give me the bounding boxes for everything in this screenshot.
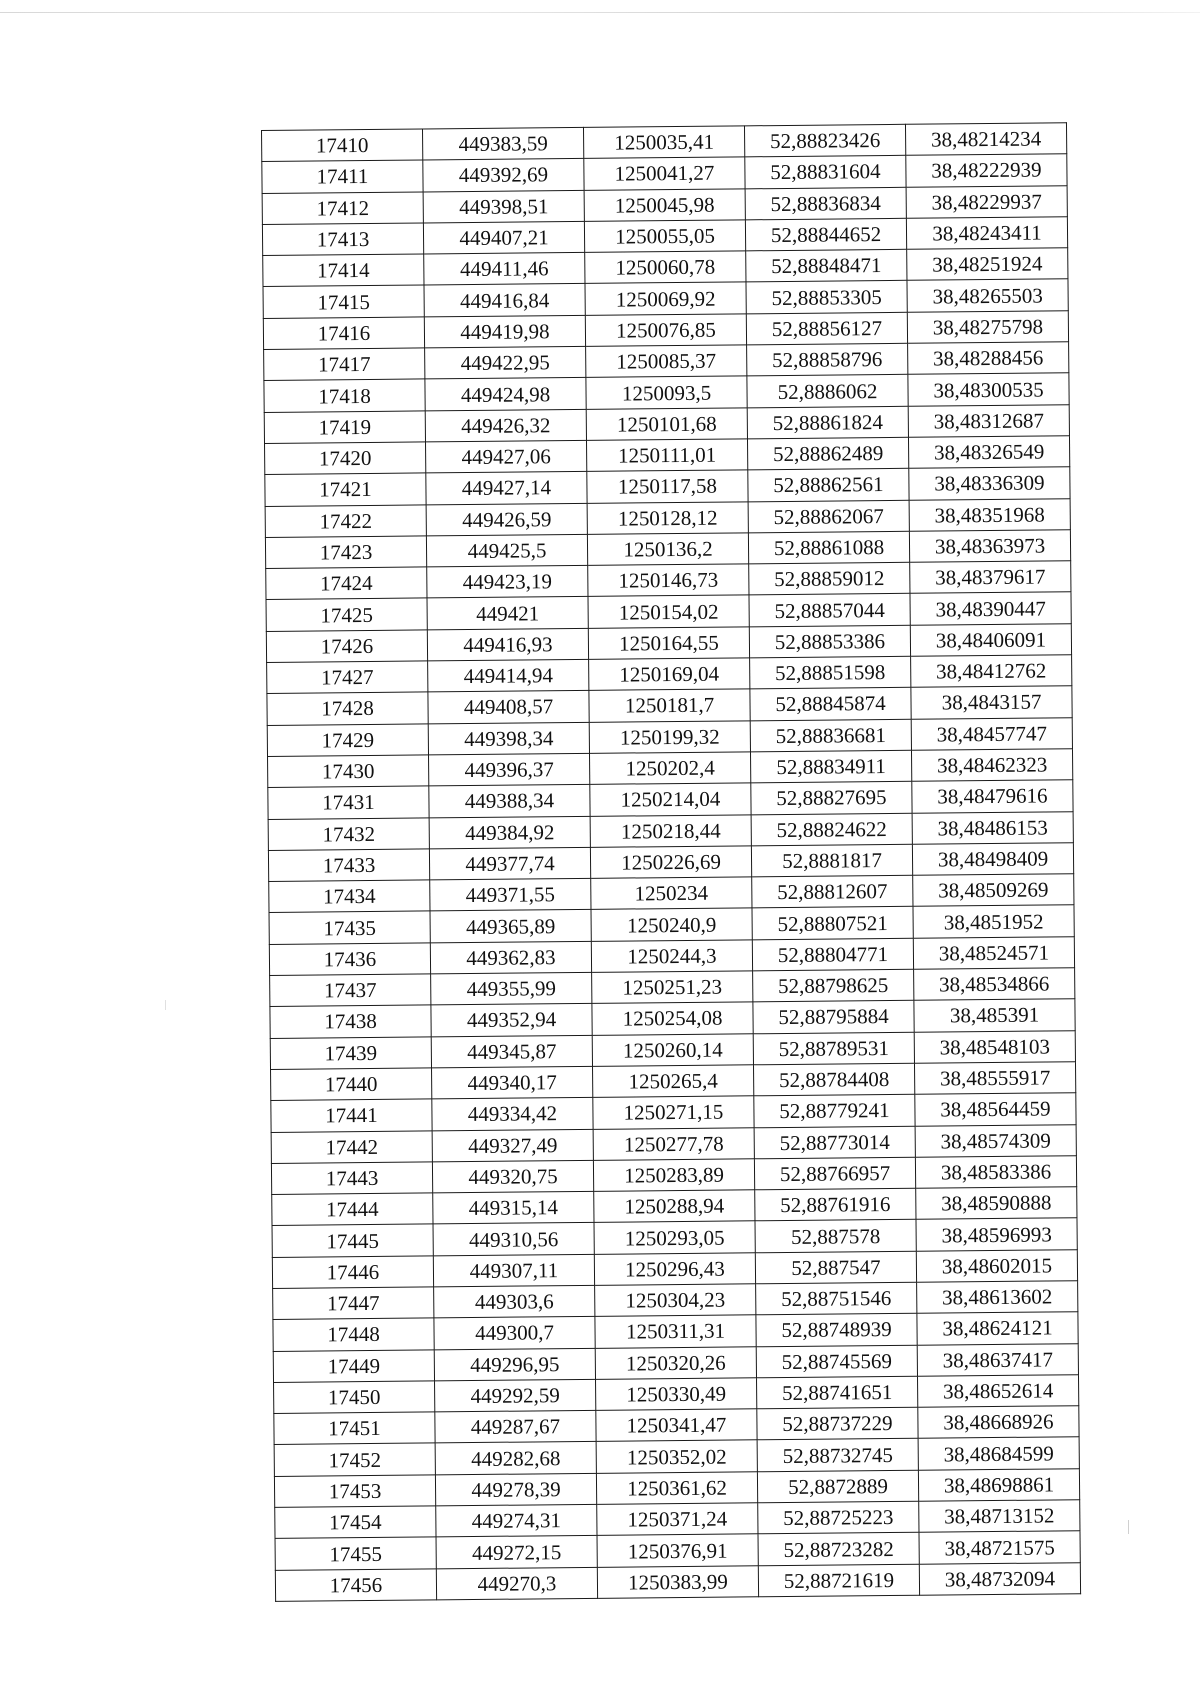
longitude-cell: 38,48214234	[905, 123, 1066, 156]
longitude-cell: 38,48251924	[907, 248, 1068, 281]
longitude-cell: 38,48336309	[909, 467, 1070, 500]
y-coordinate-cell: 1250128,12	[587, 501, 748, 534]
point-number-cell: 17432	[268, 817, 429, 850]
point-number-cell: 17439	[270, 1037, 431, 1070]
y-coordinate-cell: 1250254,08	[592, 1002, 753, 1035]
x-coordinate-cell: 449296,95	[434, 1348, 595, 1381]
longitude-cell: 38,48390447	[910, 592, 1071, 625]
point-number-cell: 17444	[272, 1193, 433, 1226]
longitude-cell: 38,48555917	[914, 1062, 1075, 1095]
x-coordinate-cell: 449352,94	[431, 1004, 592, 1037]
y-coordinate-cell: 1250271,15	[593, 1096, 754, 1129]
y-coordinate-cell: 1250111,01	[586, 439, 747, 472]
y-coordinate-cell: 1250330,49	[596, 1378, 757, 1411]
longitude-cell: 38,48698861	[918, 1468, 1079, 1501]
latitude-cell: 52,88789531	[753, 1032, 914, 1065]
point-number-cell: 17455	[275, 1537, 436, 1570]
x-coordinate-cell: 449398,34	[428, 722, 589, 755]
point-number-cell: 17446	[272, 1256, 433, 1289]
longitude-cell: 38,48462323	[911, 749, 1072, 782]
y-coordinate-cell: 1250265,4	[593, 1065, 754, 1098]
latitude-cell: 52,88853386	[749, 625, 910, 658]
x-coordinate-cell: 449377,74	[429, 847, 590, 880]
latitude-cell: 52,88848471	[746, 249, 907, 282]
y-coordinate-cell: 1250244,3	[591, 940, 752, 973]
latitude-cell: 52,88748939	[756, 1314, 917, 1347]
y-coordinate-cell: 1250164,55	[588, 627, 749, 660]
latitude-cell: 52,88823426	[744, 124, 905, 157]
point-number-cell: 17420	[265, 442, 426, 475]
point-number-cell: 17445	[272, 1224, 433, 1257]
x-coordinate-cell: 449334,42	[432, 1098, 593, 1131]
x-coordinate-cell: 449365,89	[430, 910, 591, 943]
longitude-cell: 38,48406091	[910, 623, 1071, 656]
x-coordinate-cell: 449426,59	[426, 503, 587, 536]
y-coordinate-cell: 1250169,04	[589, 658, 750, 691]
y-coordinate-cell: 1250045,98	[584, 188, 745, 221]
x-coordinate-cell: 449414,94	[428, 659, 589, 692]
x-coordinate-cell: 449310,56	[433, 1223, 594, 1256]
x-coordinate-cell: 449427,14	[426, 472, 587, 505]
y-coordinate-cell: 1250304,23	[595, 1284, 756, 1317]
point-number-cell: 17417	[264, 348, 425, 381]
point-number-cell: 17429	[267, 724, 428, 757]
point-number-cell: 17414	[263, 254, 424, 287]
x-coordinate-cell: 449303,6	[434, 1285, 595, 1318]
y-coordinate-cell: 1250293,05	[594, 1221, 755, 1254]
x-coordinate-cell: 449422,95	[425, 346, 586, 379]
latitude-cell: 52,88812607	[752, 875, 913, 908]
point-number-cell: 17431	[268, 786, 429, 819]
point-number-cell: 17424	[266, 567, 427, 600]
latitude-cell: 52,88862489	[747, 437, 908, 470]
latitude-cell: 52,88836834	[745, 187, 906, 220]
x-coordinate-cell: 449278,39	[435, 1473, 596, 1506]
longitude-cell: 38,4843157	[911, 686, 1072, 719]
point-number-cell: 17437	[270, 974, 431, 1007]
coordinates-table-body	[262, 123, 1081, 1602]
x-coordinate-cell: 449427,06	[426, 440, 587, 473]
x-coordinate-cell: 449315,14	[433, 1191, 594, 1224]
latitude-cell: 52,88853305	[746, 281, 907, 314]
point-number-cell: 17410	[262, 129, 423, 162]
y-coordinate-cell: 1250060,78	[585, 251, 746, 284]
y-coordinate-cell: 1250199,32	[589, 720, 750, 753]
y-coordinate-cell: 1250251,23	[592, 971, 753, 1004]
y-coordinate-cell: 1250035,41	[583, 126, 744, 159]
longitude-cell: 38,48486153	[912, 811, 1073, 844]
point-number-cell: 17438	[270, 1005, 431, 1038]
latitude-cell: 52,88856127	[746, 312, 907, 345]
document-page	[261, 122, 1081, 1602]
x-coordinate-cell: 449426,32	[425, 409, 586, 442]
latitude-cell: 52,88798625	[753, 969, 914, 1002]
latitude-cell: 52,8872889	[757, 1470, 918, 1503]
x-coordinate-cell: 449421	[427, 597, 588, 630]
latitude-cell: 52,88861824	[747, 406, 908, 439]
point-number-cell: 17456	[275, 1569, 436, 1602]
y-coordinate-cell: 1250076,85	[585, 314, 746, 347]
longitude-cell: 38,48326549	[908, 436, 1069, 469]
x-coordinate-cell: 449408,57	[428, 691, 589, 724]
x-coordinate-cell: 449383,59	[422, 127, 583, 160]
longitude-cell: 38,48243411	[906, 217, 1067, 250]
longitude-cell: 38,485391	[914, 999, 1075, 1032]
point-number-cell: 17436	[269, 943, 430, 976]
latitude-cell: 52,88773014	[754, 1126, 915, 1159]
longitude-cell: 38,48534866	[914, 968, 1075, 1001]
latitude-cell: 52,88824622	[751, 813, 912, 846]
y-coordinate-cell: 1250181,7	[589, 689, 750, 722]
y-coordinate-cell: 1250376,91	[597, 1534, 758, 1567]
x-coordinate-cell: 449411,46	[424, 253, 585, 286]
latitude-cell: 52,88827695	[751, 782, 912, 815]
x-coordinate-cell: 449416,93	[427, 628, 588, 661]
x-coordinate-cell: 449282,68	[435, 1442, 596, 1475]
longitude-cell: 38,48652614	[917, 1375, 1078, 1408]
y-coordinate-cell: 1250234	[591, 877, 752, 910]
latitude-cell: 52,88831604	[745, 156, 906, 189]
latitude-cell: 52,88723282	[758, 1533, 919, 1566]
latitude-cell: 52,88795884	[753, 1001, 914, 1034]
y-coordinate-cell: 1250296,43	[594, 1252, 755, 1285]
latitude-cell: 52,88737229	[757, 1407, 918, 1440]
y-coordinate-cell: 1250202,4	[589, 752, 750, 785]
y-coordinate-cell: 1250101,68	[586, 408, 747, 441]
y-coordinate-cell: 1250283,89	[593, 1159, 754, 1192]
y-coordinate-cell: 1250041,27	[584, 157, 745, 190]
latitude-cell: 52,88751546	[756, 1282, 917, 1315]
point-number-cell: 17423	[265, 536, 426, 569]
scan-speck	[1128, 1520, 1129, 1534]
latitude-cell: 52,88861088	[748, 531, 909, 564]
point-number-cell: 17428	[267, 692, 428, 725]
x-coordinate-cell: 449384,92	[429, 816, 590, 849]
longitude-cell: 38,48351968	[909, 498, 1070, 531]
longitude-cell: 38,48363973	[909, 530, 1070, 563]
y-coordinate-cell: 1250311,31	[595, 1315, 756, 1348]
point-number-cell: 17443	[271, 1162, 432, 1195]
latitude-cell: 52,88721619	[758, 1564, 919, 1597]
latitude-cell: 52,88784408	[753, 1063, 914, 1096]
x-coordinate-cell: 449320,75	[432, 1160, 593, 1193]
x-coordinate-cell: 449270,3	[436, 1567, 597, 1600]
latitude-cell: 52,887547	[755, 1251, 916, 1284]
longitude-cell: 38,48596993	[916, 1218, 1077, 1251]
x-coordinate-cell: 449340,17	[432, 1066, 593, 1099]
y-coordinate-cell: 1250260,14	[592, 1033, 753, 1066]
x-coordinate-cell: 449419,98	[424, 315, 585, 348]
y-coordinate-cell: 1250117,58	[587, 470, 748, 503]
y-coordinate-cell: 1250371,24	[597, 1503, 758, 1536]
y-coordinate-cell: 1250218,44	[590, 814, 751, 847]
latitude-cell: 52,88779241	[754, 1094, 915, 1127]
longitude-cell: 38,48265503	[907, 279, 1068, 312]
latitude-cell: 52,88836681	[750, 719, 911, 752]
latitude-cell: 52,88766957	[754, 1157, 915, 1190]
longitude-cell: 38,48713152	[919, 1500, 1080, 1533]
x-coordinate-cell: 449398,51	[423, 190, 584, 223]
point-number-cell: 17449	[273, 1349, 434, 1382]
y-coordinate-cell: 1250288,94	[594, 1190, 755, 1223]
latitude-cell: 52,8881817	[751, 844, 912, 877]
x-coordinate-cell: 449371,55	[430, 878, 591, 911]
latitude-cell: 52,88862561	[748, 469, 909, 502]
point-number-cell: 17442	[271, 1130, 432, 1163]
point-number-cell: 17448	[273, 1318, 434, 1351]
latitude-cell: 52,88804771	[752, 938, 913, 971]
y-coordinate-cell: 1250093,5	[586, 376, 747, 409]
point-number-cell: 17452	[274, 1443, 435, 1476]
y-coordinate-cell: 1250214,04	[590, 783, 751, 816]
longitude-cell: 38,48564459	[915, 1093, 1076, 1126]
longitude-cell: 38,48498409	[912, 843, 1073, 876]
longitude-cell: 38,48574309	[915, 1124, 1076, 1157]
point-number-cell: 17427	[267, 661, 428, 694]
point-number-cell: 17413	[262, 223, 423, 256]
x-coordinate-cell: 449407,21	[423, 221, 584, 254]
point-number-cell: 17435	[269, 911, 430, 944]
latitude-cell: 52,88859012	[749, 562, 910, 595]
x-coordinate-cell: 449355,99	[431, 972, 592, 1005]
x-coordinate-cell: 449274,31	[436, 1504, 597, 1537]
x-coordinate-cell: 449423,19	[427, 566, 588, 599]
latitude-cell: 52,88732745	[757, 1439, 918, 1472]
y-coordinate-cell: 1250352,02	[596, 1440, 757, 1473]
x-coordinate-cell: 449424,98	[425, 378, 586, 411]
point-number-cell: 17419	[264, 411, 425, 444]
latitude-cell: 52,88741651	[756, 1376, 917, 1409]
longitude-cell: 38,48457747	[911, 717, 1072, 750]
y-coordinate-cell: 1250146,73	[588, 564, 749, 597]
point-number-cell: 17454	[275, 1506, 436, 1539]
x-coordinate-cell: 449345,87	[431, 1035, 592, 1068]
y-coordinate-cell: 1250277,78	[593, 1127, 754, 1160]
point-number-cell: 17453	[274, 1475, 435, 1508]
x-coordinate-cell: 449300,7	[434, 1317, 595, 1350]
longitude-cell: 38,48288456	[908, 342, 1069, 375]
latitude-cell: 52,88807521	[752, 907, 913, 940]
longitude-cell: 38,48275798	[907, 311, 1068, 344]
longitude-cell: 38,48668926	[918, 1406, 1079, 1439]
x-coordinate-cell: 449416,84	[424, 284, 585, 317]
point-number-cell: 17425	[266, 598, 427, 631]
point-number-cell: 17421	[265, 473, 426, 506]
y-coordinate-cell: 1250154,02	[588, 595, 749, 628]
x-coordinate-cell: 449307,11	[433, 1254, 594, 1287]
longitude-cell: 38,48624121	[917, 1312, 1078, 1345]
latitude-cell: 52,88845874	[750, 688, 911, 721]
latitude-cell: 52,88834911	[750, 750, 911, 783]
longitude-cell: 38,48613602	[917, 1281, 1078, 1314]
latitude-cell: 52,88858796	[747, 343, 908, 376]
y-coordinate-cell: 1250055,05	[584, 220, 745, 253]
scan-edge-line	[0, 12, 1200, 13]
point-number-cell: 17447	[273, 1287, 434, 1320]
longitude-cell: 38,48721575	[919, 1531, 1080, 1564]
y-coordinate-cell: 1250085,37	[586, 345, 747, 378]
x-coordinate-cell: 449327,49	[432, 1129, 593, 1162]
point-number-cell: 17412	[262, 192, 423, 225]
x-coordinate-cell: 449392,69	[423, 159, 584, 192]
latitude-cell: 52,88862067	[748, 500, 909, 533]
longitude-cell: 38,48524571	[913, 936, 1074, 969]
x-coordinate-cell: 449362,83	[430, 941, 591, 974]
longitude-cell: 38,48637417	[917, 1343, 1078, 1376]
x-coordinate-cell: 449287,67	[435, 1411, 596, 1444]
y-coordinate-cell: 1250361,62	[596, 1472, 757, 1505]
point-number-cell: 17416	[263, 317, 424, 350]
scan-speck	[165, 1000, 166, 1010]
longitude-cell: 38,4851952	[913, 905, 1074, 938]
longitude-cell: 38,48548103	[914, 1030, 1075, 1063]
latitude-cell: 52,88844652	[745, 218, 906, 251]
point-number-cell: 17415	[263, 285, 424, 318]
point-number-cell: 17422	[265, 504, 426, 537]
longitude-cell: 38,48412762	[911, 655, 1072, 688]
coordinates-table	[261, 122, 1081, 1602]
table-row	[275, 1562, 1080, 1601]
x-coordinate-cell: 449292,59	[435, 1379, 596, 1412]
longitude-cell: 38,48590888	[916, 1187, 1077, 1220]
point-number-cell: 17411	[262, 160, 423, 193]
latitude-cell: 52,8886062	[747, 375, 908, 408]
x-coordinate-cell: 449396,37	[429, 753, 590, 786]
latitude-cell: 52,88851598	[750, 656, 911, 689]
point-number-cell: 17441	[271, 1099, 432, 1132]
y-coordinate-cell: 1250240,9	[591, 908, 752, 941]
point-number-cell: 17451	[274, 1412, 435, 1445]
y-coordinate-cell: 1250226,69	[590, 846, 751, 879]
longitude-cell: 38,48300535	[908, 373, 1069, 406]
y-coordinate-cell: 1250136,2	[587, 533, 748, 566]
point-number-cell: 17434	[269, 880, 430, 913]
longitude-cell: 38,48312687	[908, 404, 1069, 437]
longitude-cell: 38,48583386	[915, 1156, 1076, 1189]
y-coordinate-cell: 1250069,92	[585, 282, 746, 315]
longitude-cell: 38,48379617	[910, 561, 1071, 594]
point-number-cell: 17433	[268, 849, 429, 882]
latitude-cell: 52,88857044	[749, 594, 910, 627]
longitude-cell: 38,48479616	[912, 780, 1073, 813]
x-coordinate-cell: 449272,15	[436, 1536, 597, 1569]
point-number-cell: 17440	[271, 1068, 432, 1101]
longitude-cell: 38,48229937	[906, 185, 1067, 218]
latitude-cell: 52,88745569	[756, 1345, 917, 1378]
longitude-cell: 38,48222939	[906, 154, 1067, 187]
longitude-cell: 38,48732094	[919, 1562, 1080, 1595]
longitude-cell: 38,48602015	[916, 1249, 1077, 1282]
latitude-cell: 52,887578	[755, 1220, 916, 1253]
longitude-cell: 38,48684599	[918, 1437, 1079, 1470]
longitude-cell: 38,48509269	[913, 874, 1074, 907]
x-coordinate-cell: 449388,34	[429, 785, 590, 818]
latitude-cell: 52,88725223	[758, 1501, 919, 1534]
y-coordinate-cell: 1250341,47	[596, 1409, 757, 1442]
point-number-cell: 17450	[274, 1381, 435, 1414]
latitude-cell: 52,88761916	[755, 1188, 916, 1221]
x-coordinate-cell: 449425,5	[426, 534, 587, 567]
point-number-cell: 17426	[266, 630, 427, 663]
y-coordinate-cell: 1250383,99	[597, 1565, 758, 1598]
y-coordinate-cell: 1250320,26	[595, 1346, 756, 1379]
point-number-cell: 17418	[264, 379, 425, 412]
point-number-cell: 17430	[268, 755, 429, 788]
